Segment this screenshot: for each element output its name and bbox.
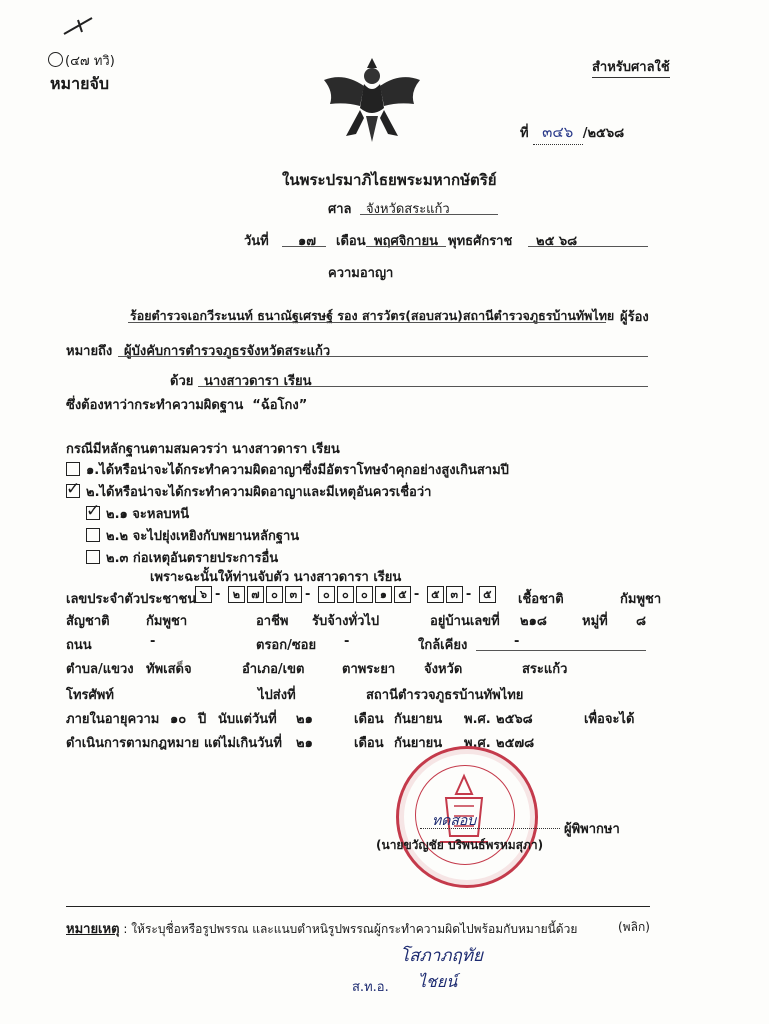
judge-name: (นายขวัญชัย บริพนธ์พรหมสุภา) xyxy=(376,838,544,852)
footer-initials: ส.ท.อ. xyxy=(352,980,389,995)
ethnicity-value: กัมพูชา xyxy=(620,592,662,607)
district-label: อำเภอ/เขต xyxy=(242,662,305,677)
occupation-label: อาชีพ xyxy=(256,614,289,629)
validity-from-year: ๒๕๖๘ xyxy=(496,712,533,727)
petitioner-role: ผู้ร้อง xyxy=(620,310,649,325)
validity-years: ๑๐ xyxy=(170,712,187,727)
year-label: พุทธศักราช xyxy=(448,234,513,249)
checkbox[interactable] xyxy=(86,528,100,542)
ground-item[interactable]: ✓๒.๑ จะหลบหนี xyxy=(66,504,509,526)
province-label: จังหวัด xyxy=(424,662,463,677)
ground-item[interactable]: ๒.๒ จะไปยุ่งเหยิงกับพยานหลักฐาน xyxy=(66,526,509,548)
circle-check-icon xyxy=(48,52,63,67)
arrest-order: เพราะฉะนั้นให้ท่านจับตัว นางสาวดารา เรียน xyxy=(150,570,402,585)
occupation-value: รับจ้างทั่วไป xyxy=(312,614,380,629)
handwritten-mark xyxy=(60,14,96,42)
near-label: ใกล้เคียง xyxy=(418,638,468,653)
nationality-label: สัญชาติ xyxy=(66,614,110,629)
note: หมายเหตุ : ให้ระบุชื่อหรือรูปพรรณ และแนบตำหนิรูปพรรณผู้กระทำความผิดไปพร้อมกับหมายนี้ด้วย xyxy=(66,922,578,937)
house-value: ๒๑๘ xyxy=(520,614,547,629)
validity-from-day: ๒๑ xyxy=(296,712,313,727)
province-value: สระแก้ว xyxy=(522,662,568,677)
moo-value: ๘ xyxy=(636,614,647,629)
prosecution-until-month: กันยายน xyxy=(394,736,443,751)
page-title: ในพระปรมาภิไธยพระมหากษัตริย์ xyxy=(282,171,497,189)
prosecution-label: ดำเนินการตามกฎหมาย xyxy=(66,736,200,751)
id-boxes: ๖ - ๒ ๗ ๐ ๓ - ๐ ๐ ๐ ๑ ๕ - ๕ ๓ - ๕ xyxy=(194,586,497,603)
checkbox-checked[interactable] xyxy=(66,484,80,498)
case-type: ความอาญา xyxy=(328,266,394,281)
subject-name: นางสาวดารา เรียน xyxy=(204,374,312,389)
petitioner-name: ร้อยตำรวจเอกวีระนนท์ ธนาณัฐเศรษฐ์ รอง สารวัตร(สอบสวน)สถานีตำรวจภูธรบ้านทัพไทย xyxy=(130,308,615,323)
ground-item[interactable]: ✓๒.ได้หรือน่าจะได้กระทำความผิดอาญาและมีเหตุอันควรเชื่อว่า xyxy=(66,482,509,504)
prosecution-be-label: พ.ศ. xyxy=(464,736,491,751)
year-value: ๒๕ ๖๘ xyxy=(536,234,578,249)
form-title: หมายจับ xyxy=(50,74,109,93)
phone-label: โทรศัพท์ xyxy=(66,688,114,703)
nationality-value: กัมพูชา xyxy=(146,614,188,629)
grounds-list xyxy=(66,460,509,570)
road-label: ถนน xyxy=(66,638,92,653)
court-label: ศาล xyxy=(328,202,352,217)
prosecution-until-label: แต่ไม่เกินวันที่ xyxy=(204,736,282,751)
moo-label: หมู่ที่ xyxy=(582,614,608,629)
addressee-label: หมายถึง xyxy=(66,344,113,359)
deliver-label: ไปส่งที่ xyxy=(258,688,296,703)
day-value: ๑๗ xyxy=(298,234,317,249)
day-label: วันที่ xyxy=(244,234,269,249)
validity-be-label: พ.ศ. xyxy=(464,712,491,727)
addressee-value: ผู้บังคับการตำรวจภูธรจังหวัดสระแก้ว xyxy=(124,344,331,359)
ethnicity-label: เชื้อชาติ xyxy=(518,592,564,607)
checkbox[interactable] xyxy=(66,462,80,476)
district-value: ตาพระยา xyxy=(342,662,396,677)
form-code: (๔๗ ทวิ) xyxy=(48,50,115,71)
court-name: จังหวัดสระแก้ว xyxy=(366,202,450,217)
checkbox-checked[interactable] xyxy=(86,506,100,520)
id-label: เลขประจำตัวประชาชน xyxy=(66,592,197,607)
court-use-label: สำหรับศาลใช้ xyxy=(592,56,670,78)
charge-text: ซึ่งต้องหาว่ากระทำความผิดฐาน “ฉ้อโกง” xyxy=(66,398,308,413)
alley-value: - xyxy=(344,634,350,649)
grounds-intro: กรณีมีหลักฐานตามสมควรว่า นางสาวดารา เรียน xyxy=(66,442,340,457)
deliver-value: สถานีตำรวจภูธรบ้านทัพไทย xyxy=(366,688,524,703)
warrant-number: ที่ ๓๔๖ /๒๕๖๘ xyxy=(520,120,624,145)
garuda-emblem xyxy=(320,50,424,150)
judge-signature: ทดสอบ xyxy=(432,813,477,829)
prosecution-until-day: ๒๑ xyxy=(296,736,313,751)
prosecution-month-label: เดือน xyxy=(354,736,384,751)
validity-from-label: นับแต่วันที่ xyxy=(218,712,277,727)
prosecution-until-year: ๒๕๗๘ xyxy=(496,736,535,751)
validity-month-label: เดือน xyxy=(354,712,384,727)
validity-label: ภายในอายุความ xyxy=(66,712,160,727)
checkbox[interactable] xyxy=(86,550,100,564)
house-label: อยู่บ้านเลขที่ xyxy=(430,614,500,629)
ground-item[interactable]: ๑.ได้หรือน่าจะได้กระทำความผิดอาญาซึ่งมีอัตราโทษจำคุกอย่างสูงเกินสามปี xyxy=(66,460,509,482)
near-value: - xyxy=(514,634,520,649)
judge-role: ผู้พิพากษา xyxy=(564,822,620,837)
footer-signature: โสภาภฤทัย xyxy=(400,946,483,966)
validity-years-unit: ปี xyxy=(198,712,207,727)
road-value: - xyxy=(150,634,156,649)
alley-label: ตรอก/ซอย xyxy=(256,638,317,653)
month-value: พฤศจิกายน xyxy=(374,234,438,249)
ground-item[interactable]: ๒.๓ ก่อเหตุอันตรายประการอื่น xyxy=(66,548,509,570)
turn-over-label: (พลิก) xyxy=(618,920,650,934)
subdistrict-label: ตำบล/แขวง xyxy=(66,662,134,677)
month-label: เดือน xyxy=(336,234,366,249)
subject-label: ด้วย xyxy=(170,374,194,389)
footer-mark: ไชยน์ xyxy=(418,972,458,991)
validity-from-month: กันยายน xyxy=(394,712,443,727)
subdistrict-value: ทัพเสด็จ xyxy=(146,662,192,677)
validity-purpose: เพื่อจะได้ xyxy=(584,712,635,727)
